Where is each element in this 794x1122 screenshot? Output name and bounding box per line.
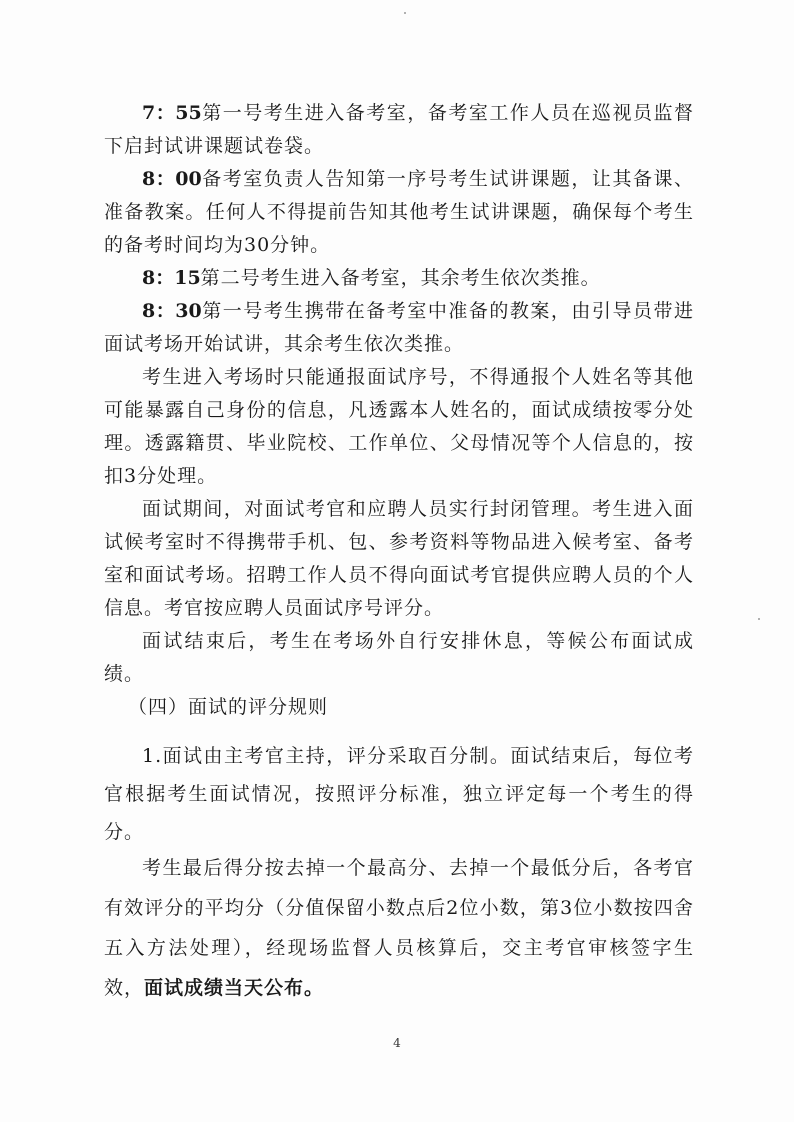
schedule-paragraph-3 bbox=[104, 262, 694, 295]
scoring-rule-paragraph-1: 1.面试由主考官主持，评分采取百分制。面试结束后，每位考官根据考生面试情况，按照评分标准，独立评定每一个考生的得分。 bbox=[104, 745, 694, 843]
schedule-paragraph-2 bbox=[104, 163, 694, 262]
closed-management-text: 面试期间，对面试考官和应聘人员实行封闭管理。考生进入面试候考室时不得携带手机、包、参考资料等物品进入候考室、备考室和面试考场。招聘工作人员不得向面试考官提供应聘人员的个人信息。考官按应聘人员面试序号评分。 bbox=[104, 498, 694, 619]
schedule-time-2: 8：00 bbox=[142, 168, 202, 190]
schedule-time-1: 7：55 bbox=[142, 102, 202, 124]
schedule-paragraph-4 bbox=[104, 295, 694, 361]
page-number: 4 bbox=[393, 1036, 401, 1050]
after-interview-paragraph bbox=[104, 625, 694, 691]
scan-speck bbox=[758, 618, 760, 620]
after-interview-text: 面试结束后，考生在考场外自行安排休息，等候公布面试成绩。 bbox=[104, 630, 694, 685]
identity-rule-paragraph bbox=[104, 361, 694, 493]
section-heading: （四）面试的评分规则 bbox=[128, 696, 329, 718]
closed-management-paragraph bbox=[104, 493, 694, 625]
schedule-text-2: 备考室负责人告知第一序号考生试讲课题，让其备课、准备教案。任何人不得提前告知其他考生试讲课题，确保每个考生的备考时间均为30分钟。 bbox=[104, 168, 694, 256]
schedule-text-3: 第二号考生进入备考室，其余考生依次类推。 bbox=[200, 267, 601, 289]
scoring-rule-bold-text: 面试成绩当天公布。 bbox=[144, 977, 325, 999]
schedule-paragraph-1 bbox=[104, 97, 694, 163]
schedule-time-4: 8：30 bbox=[142, 300, 202, 322]
scan-speck bbox=[404, 12, 406, 14]
schedule-text-4: 第一号考生携带在备考室中准备的教案，由引导员带进面试考场开始试讲，其余考生依次类推。 bbox=[104, 300, 694, 355]
schedule-time-3: 8：15 bbox=[142, 267, 201, 289]
identity-rule-text: 考生进入考场时只能通报面试序号，不得通报个人姓名等其他可能暴露自己身份的信息，凡透露本人姓名的，面试成绩按零分处理。透露籍贯、毕业院校、工作单位、父母情况等个人信息的，按扣3分处理。 bbox=[104, 366, 694, 487]
scoring-rule-paragraph-2 bbox=[104, 848, 694, 1008]
schedule-text-1: 第一号考生进入备考室，备考室工作人员在巡视员监督下启封试讲课题试卷袋。 bbox=[104, 102, 694, 157]
scoring-rule-text: 考生最后得分按去掉一个最高分、去掉一个最低分后，各考官有效评分的平均分（分值保留小数点后2位小数，第3位小数按四舍五入方法处理），经现场监督人员核算后，交主考官审核签字生效， bbox=[104, 857, 694, 999]
